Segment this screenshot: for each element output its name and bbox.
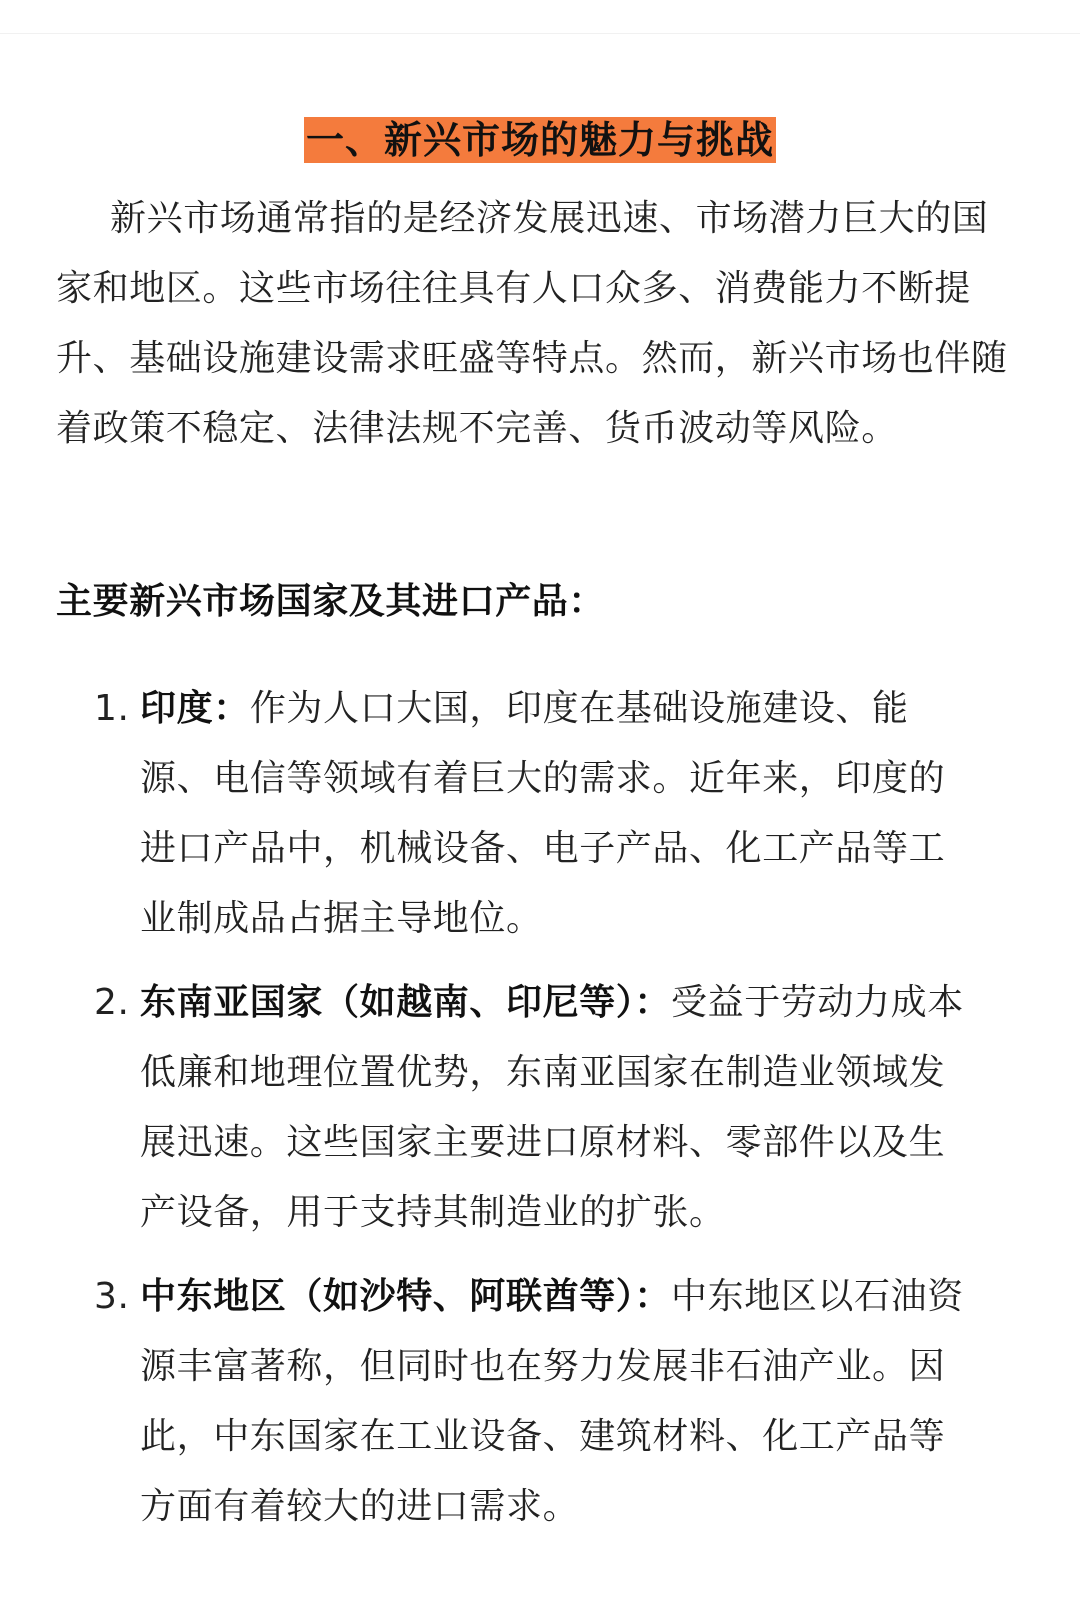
section-heading-wrapper <box>0 92 1080 189</box>
list-item-text: 中东地区以石油资源丰富著称，但同时也在努力发展非石油产业。因此，中东国家在工业设备、建筑材料、化工产品等方面有着较大的进口需求。 <box>140 1276 964 1527</box>
list-item-body <box>140 968 974 1248</box>
top-divider <box>0 0 1080 34</box>
list-item-number: 3. <box>94 1276 130 1317</box>
list-subheading: 主要新兴市场国家及其进口产品： <box>56 581 606 622</box>
list-item-text: 受益于劳动力成本低廉和地理位置优势，东南亚国家在制造业领域发展迅速。这些国家主要进口原材料、零部件以及生产设备，用于支持其制造业的扩张。 <box>140 982 964 1233</box>
list-item-middle-east <box>94 1262 984 1542</box>
list-item-title: 中东地区（如沙特、阿联酋等）： <box>140 1276 672 1317</box>
list-item-body <box>140 1262 974 1542</box>
list-item-southeast-asia <box>94 968 984 1248</box>
section-heading: 一、新兴市场的魅力与挑战 <box>305 118 774 163</box>
list-item-text: 作为人口大国，印度在基础设施建设、能源、电信等领域有着巨大的需求。近年来，印度的进口产品中，机械设备、电子产品、化工产品等工业制成品占据主导地位。 <box>140 688 946 939</box>
list-item-title: 印度： <box>140 688 250 729</box>
list-item-india <box>94 674 984 954</box>
list-item-number: 1. <box>94 688 130 729</box>
list-item-title: 东南亚国家（如越南、印尼等）： <box>140 982 672 1023</box>
list-item-number: 2. <box>94 982 130 1023</box>
list-item-body <box>140 674 974 954</box>
intro-paragraph: 新兴市场通常指的是经济发展迅速、市场潜力巨大的国家和地区。这些市场往往具有人口众多、消费能力不断提升、基础设施建设需求旺盛等特点。然而，新兴市场也伴随着政策不稳定、法律法规不完善、货币波动等风险。 <box>56 198 1008 449</box>
